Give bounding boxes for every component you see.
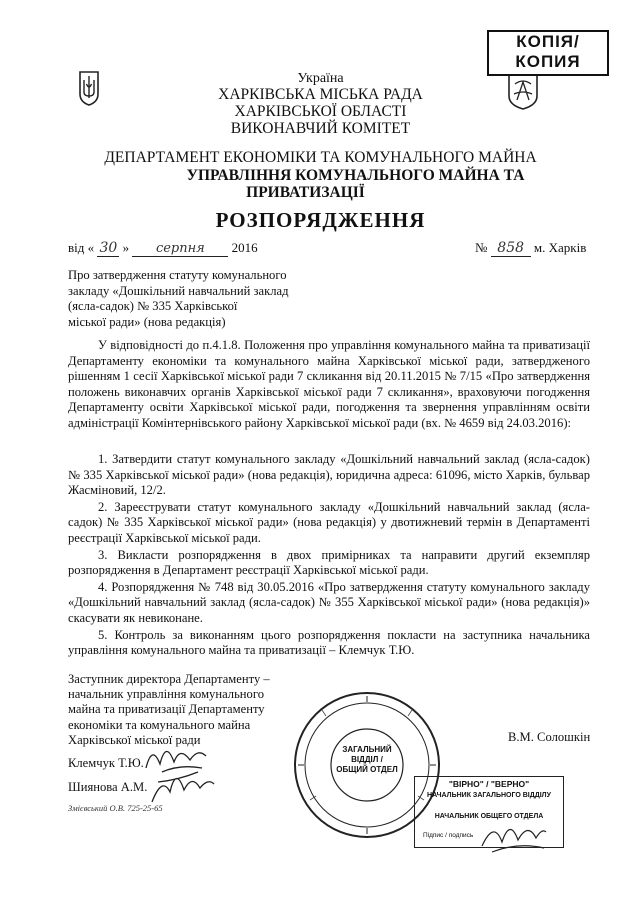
subject-line: Про затвердження статуту комунального (68, 268, 287, 282)
signature-title (68, 672, 270, 748)
list-item: 4. Розпорядження № 748 від 30.05.2016 «Про затвердження статуту комунального закладу «Дошкільний навчальний заклад (ясла-садок) № 355 Харківської міської ради» (нова редакція)» скасувати як невиконане. (68, 579, 590, 625)
number-line (475, 240, 586, 257)
number-prefix: № (475, 240, 488, 255)
copy-stamp-line1: КОПІЯ/ (516, 32, 580, 51)
round-stamp-line2: ВІДДІЛ / (351, 755, 383, 764)
date-line (68, 240, 258, 257)
round-stamp-line1: ЗАГАЛЬНИЙ (342, 745, 392, 754)
date-mid: » (122, 240, 130, 255)
header-office-line2: ПРИВАТИЗАЦІЇ (246, 184, 365, 201)
preamble-paragraph: У відповідності до п.4.1.8. Положення про управління комунального майна та приватизації Департаменту економіки та комунального майна Харківської міської ради, затвердженого рішенням 1 сесії Харківської міської ради 7 скликання від 20.11.2015 № 7/15 «Про затвердження положень виконавчих органів Харківської міської ради 7 скликання», враховуючи погодження Департаменту освіти Харківської міської ради, погодження та звернення управлінням освіти адміністрації Комінтернівського району Харківської міської ради (вх. № 4659 від 24.03.2016): (68, 338, 590, 430)
approver-2: Шиянова А.М. (68, 780, 148, 794)
date-prefix: від « (68, 240, 95, 255)
signature-scribble-shyianova (148, 762, 218, 810)
header-department: ДЕПАРТАМЕНТ ЕКОНОМІКИ ТА КОМУНАЛЬНОГО МАЙНА (104, 149, 537, 166)
list-item: 2. Зареєструвати статут комунального закладу «Дошкільний навчальний заклад (ясла-садок) № 335 Харківської міської ради» (нова редакція) у двотижневий термін в Департаменті реєстрації Харківської міської ради. (68, 499, 590, 545)
header-country: Україна (297, 71, 344, 86)
signature-title-line: економіки та комунального майна (68, 717, 251, 732)
executor-note: Змієвський О.В. 725-25-65 (68, 803, 163, 813)
verify-stamp-line4: Підпис / подпись (423, 832, 474, 839)
header-council: ХАРКІВСЬКА МІСЬКА РАДА (218, 86, 423, 103)
round-stamp-line3: ОБЩИЙ ОТДЕЛ (336, 765, 398, 774)
list-item: 5. Контроль за виконанням цього розпорядження покласти на заступника начальника управління комунального майна та приватизації – Клемчук Т.Ю. (68, 627, 590, 658)
round-stamp-center (332, 745, 402, 775)
list-item: 3. Викласти розпорядження в двох примірниках та направити другий екземпляр розпорядження в Департамент реєстрації Харківської міської ради. (68, 547, 590, 578)
copy-stamp-line2: КОПИЯ (515, 52, 581, 71)
signature-scribble-verify (478, 812, 548, 856)
items-list (68, 452, 590, 659)
subject-line: (ясла-садок) № 335 Харківської (68, 299, 238, 314)
verify-stamp-line3: НАЧАЛЬНИК ОБЩЕГО ОТДЕЛА (434, 813, 544, 820)
header-committee: ВИКОНАВЧИЙ КОМІТЕТ (230, 120, 411, 137)
verify-stamp-line2: НАЧАЛЬНИК ЗАГАЛЬНОГО ВІДДІЛУ (427, 792, 551, 799)
list-item: 1. Затвердити статут комунального закладу «Дошкільний навчальний заклад (ясла-садок) № 335 Харківської міської ради» (нова редакція), юридична адреса: 61096, місто Харків, бульвар Жасміновий, 12/2. (68, 452, 590, 498)
date-year: 2016 (231, 240, 258, 255)
approver-1: Клемчук Т.Ю. (68, 756, 144, 770)
doc-number: 858 (491, 240, 531, 257)
subject-block (68, 268, 289, 330)
signature-title-line: Харківської міської ради (68, 732, 201, 747)
date-day: 30 (97, 240, 119, 257)
signature-title-line: начальник управління комунального (68, 687, 264, 702)
doc-type-title: РОЗПОРЯДЖЕННЯ (215, 208, 426, 232)
header-office-line1: УПРАВЛІННЯ КОМУНАЛЬНОГО МАЙНА ТА (186, 167, 525, 184)
date-month: серпня (132, 241, 228, 257)
signature-title-line: Заступник директора Департаменту – (68, 672, 270, 686)
signer-name: В.М. Солошкін (508, 730, 591, 744)
city: м. Харків (533, 240, 587, 255)
subject-line: закладу «Дошкільний навчальний заклад (68, 283, 289, 298)
header-region: ХАРКІВСЬКОЇ ОБЛАСТІ (234, 103, 407, 120)
subject-line: міської ради» (нова редакція) (68, 314, 226, 329)
verify-stamp-line1: "ВІРНО" / "ВЕРНО" (448, 779, 530, 789)
signature-title-line: майна та приватизації Департаменту (68, 702, 265, 717)
